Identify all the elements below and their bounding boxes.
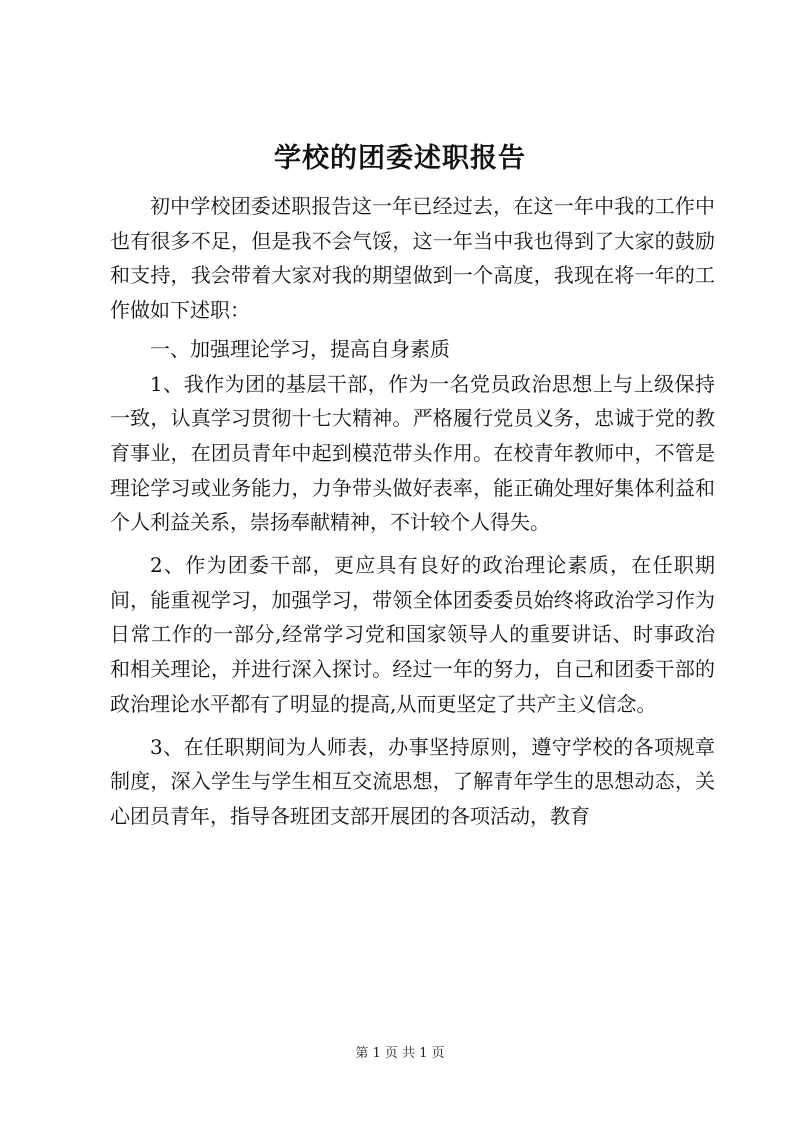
- paragraph-item-3: 3、在任职期间为人师表，办事坚持原则，遵守学校的各项规章制度，深入学生与学生相互交流思想，了解青年学生的思想动态，关心团员青年，指导各班团支部开展团的各项活动，教育: [110, 734, 715, 828]
- page-footer: 第 1 页 共 1 页: [355, 1046, 445, 1061]
- document-title: 学校的团委述职报告: [274, 143, 526, 174]
- intro-paragraph: 初中学校团委述职报告这一年已经过去，在这一年中我的工作中也有很多不足，但是我不会气馁，这一年当中我也得到了大家的鼓励和支持，我会带着大家对我的期望做到一个高度，我现在将一年的工作做如下述职：: [110, 194, 715, 323]
- document-body: [110, 189, 715, 834]
- paragraph-item-2: 2、作为团委干部，更应具有良好的政治理论素质，在任职期间，能重视学习，加强学习，带领全体团委委员始终将政治学习作为日常工作的一部分,经常学习党和国家领导人的重要讲话、时事政治和相关理论，并进行深入探讨。经过一年的努力，自己和团委干部的政治理论水平都有了明显的提高,从而更坚定了共产主义信念。: [110, 553, 715, 716]
- paragraph-item-1: 1、我作为团的基层干部，作为一名党员政治思想上与上级保持一致，认真学习贯彻十七大精神。严格履行党员义务，忠诚于党的教育事业，在团员青年中起到模范带头作用。在校青年教师中，不管是理论学习或业务能力，力争带头做好表率，能正确处理好集体利益和个人利益关系，崇扬奉献精神，不计较个人得失。: [110, 371, 715, 535]
- section-heading: 一、加强理论学习，提高自身素质: [150, 336, 450, 361]
